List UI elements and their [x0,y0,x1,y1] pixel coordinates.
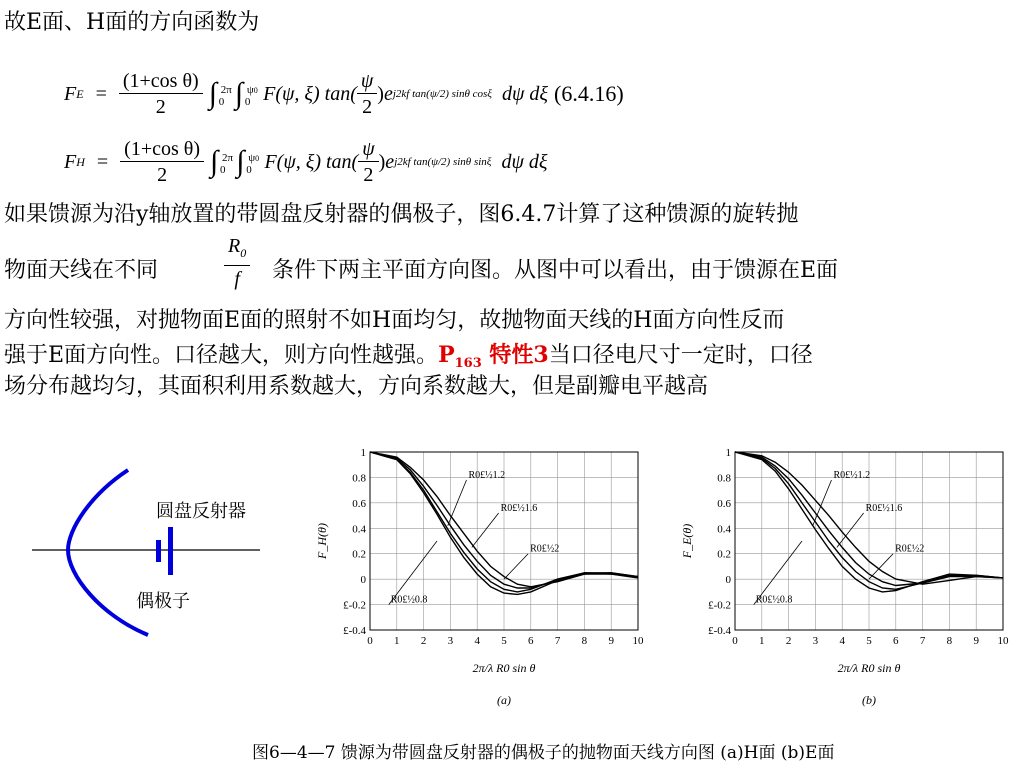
series-label: R0£½1.6 [500,503,538,515]
y-tick-label: 0.2 [717,548,731,561]
x-tick-label: 4 [839,635,845,647]
y-tick-label: £-0.4 [708,625,731,637]
figure-caption: 图6—4—7 馈源为带圆盘反射器的偶极子的抛物面天线方向图 (a)H面 (b)E面 [252,743,835,763]
eq1-int2-upper-sub: 0 [253,86,258,95]
y-axis-label: F_H(θ) [315,523,329,559]
x-tick-label: 6 [893,635,899,647]
eq2-int2-upper: ψ [248,152,256,164]
x-tick-label: 10 [997,635,1009,647]
x-tick-label: 3 [447,635,454,647]
label-reflector: 圆盘反射器 [156,501,246,521]
x-tick-label: 8 [581,635,588,647]
y-tick-label: £-0.2 [708,599,731,612]
panel-label: (a) [497,693,511,707]
equation-fe: F E = $\frac{\text{(1+cos θ)}}{2}$ ∫ 2π 0 ∫ ψ0 0 F(ψ, ξ) tan( $\frac{\psi}{2}$ ) e j2kf tan(ψ/2) sinθ cosξ dψ dξ (6.4.16) [64,69,624,118]
x-tick-label: 0 [367,635,373,647]
eq2-int1-upper: 2π [222,152,234,164]
chart-h-plane [300,440,650,720]
page-ref-label: 特性3 [481,342,549,368]
eq2-tan-num: ψ [358,137,378,162]
eq2-lhs: F [64,150,77,173]
eq2-exp-base: e [385,150,395,173]
x-tick-label: 1 [394,635,400,647]
ratio-num-sub: 0 [240,246,247,260]
eq1-lhs: F [64,82,77,105]
eq2-func: F(ψ, ξ) tan( [264,150,359,173]
x-tick-label: 5 [501,635,507,647]
dipole-element [168,527,173,575]
y-tick-label: 0.2 [352,548,366,561]
y-tick-label: 1 [360,447,366,459]
series-label: R0£½0.8 [390,594,428,606]
eq1-int1-lower: 0 [218,96,225,108]
x-tick-label: 8 [946,635,953,647]
para-line-4b: 当口径电尺寸一定时，口径 [548,343,813,368]
panel-label: (b) [862,693,876,707]
eq1-frac-num: (1+cos θ) [119,69,203,94]
x-tick-label: 9 [608,635,614,647]
disc-reflector [156,540,161,562]
y-tick-label: 0 [725,574,731,587]
x-tick-label: 7 [919,635,926,647]
y-tick-label: 0.8 [717,472,731,485]
chart-e-plane [665,440,1015,720]
para-line-3: 方向性较强，对抛物面E面的照射不如H面均匀，故抛物面天线的H面方向性反而 [4,308,785,333]
x-axis-label: 2π/λ R0 sin θ [837,661,901,675]
eq1-func: F(ψ, ξ) tan( [263,82,357,105]
para-line-4a: 强于E面方向性。口径越大，则方向性越强。 [4,343,439,368]
para-line-2a: 物面天线在不同 [4,258,159,283]
eq2-int1-lower: 0 [220,164,226,176]
x-tick-label: 6 [528,635,534,647]
y-tick-label: 0.4 [352,523,366,536]
eq2-int2-upper-sub: 0 [255,154,260,163]
series-label: R0£½1.2 [833,469,871,481]
series-label: R0£½2 [530,543,560,555]
y-tick-label: 0.6 [352,497,366,510]
series-leader [472,513,499,547]
y-tick-label: 0.8 [352,472,366,485]
eq2-differential: dψ dξ [501,150,548,173]
x-tick-label: 5 [866,635,872,647]
x-tick-label: 10 [632,635,644,647]
x-tick-label: 2 [785,635,792,647]
page-ref-sub: 163 [454,356,482,371]
x-tick-label: 7 [554,635,561,647]
eq1-exp-base: e [383,82,393,105]
series-label: R0£½0.8 [755,594,793,606]
eq1-int2-lower: 0 [244,96,251,108]
feed-diagram [30,465,280,645]
y-tick-label: 0.4 [717,523,731,536]
eq1-tan-close: ) [377,82,384,105]
y-tick-label: 1 [725,447,731,459]
label-dipole: 偶极子 [136,591,190,611]
eq1-number: (6.4.16) [554,81,624,106]
eq1-tan-num: ψ [357,69,377,94]
eq2-int2-lower: 0 [246,164,252,176]
x-tick-label: 9 [973,635,979,647]
equation-fh: F H = $\frac{\text{(1+cos θ)}}{2}$ ∫ 2π 0 ∫ ψ0 0 F(ψ, ξ) tan( $\frac{\psi}{2}$ ) e j2kf tan(ψ/2) sinθ sinξ dψ dξ [64,137,548,186]
eq1-lhs-sub: E [76,86,84,101]
x-tick-label: 0 [732,635,738,647]
y-tick-label: 0.6 [717,497,731,510]
para-line-2b: 条件下两主平面方向图。从图中可以看出，由于馈源在E面 [272,258,839,283]
eq2-exponent: j2kf tan(ψ/2) sinθ sinξ [394,156,492,168]
eq2-tan-den: 2 [363,163,374,186]
eq1-differential: dψ dξ [502,82,548,105]
ratio-fraction [224,234,250,292]
series-label: R0£½1.2 [468,469,506,481]
x-axis-label: 2π/λ R0 sin θ [472,661,536,675]
eq2-frac-den: 2 [157,163,168,186]
ratio-num: R [228,235,241,257]
series-label: R0£½2 [895,543,925,555]
eq2-frac-num: (1+cos θ) [120,137,204,162]
para-line-5: 场分布越均匀，其面积利用系数越大，方向系数越大，但是副瓣电平越高 [4,374,709,399]
page-ref-p: P [438,342,455,368]
y-axis-label: F_E(θ) [680,523,694,559]
y-tick-label: £-0.2 [343,599,366,612]
eq2-tan-close: ) [378,150,386,173]
y-tick-label: 0 [360,574,366,587]
page-ref [438,342,549,371]
x-tick-label: 1 [759,635,765,647]
x-tick-label: 2 [420,635,427,647]
series-leader [504,554,528,579]
x-tick-label: 4 [474,635,480,647]
intro-text: 故E面、H面的方向函数为 [4,10,260,35]
ratio-den: f [234,268,240,290]
eq1-tan-den: 2 [362,95,373,118]
y-tick-label: £-0.4 [343,625,366,637]
eq1-int2-upper: ψ [246,84,254,96]
eq2-lhs-sub: H [76,154,85,169]
series-label: R0£½1.6 [865,503,903,515]
x-tick-label: 3 [812,635,819,647]
para-line-1: 如果馈源为沿y轴放置的带圆盘反射器的偶极子，图6.4.7计算了这种馈源的旋转抛 [4,202,799,227]
eq1-frac-den: 2 [155,95,166,118]
eq1-int1-upper: 2π [220,84,232,96]
eq1-exponent: j2kf tan(ψ/2) sinθ cosξ [392,88,492,100]
